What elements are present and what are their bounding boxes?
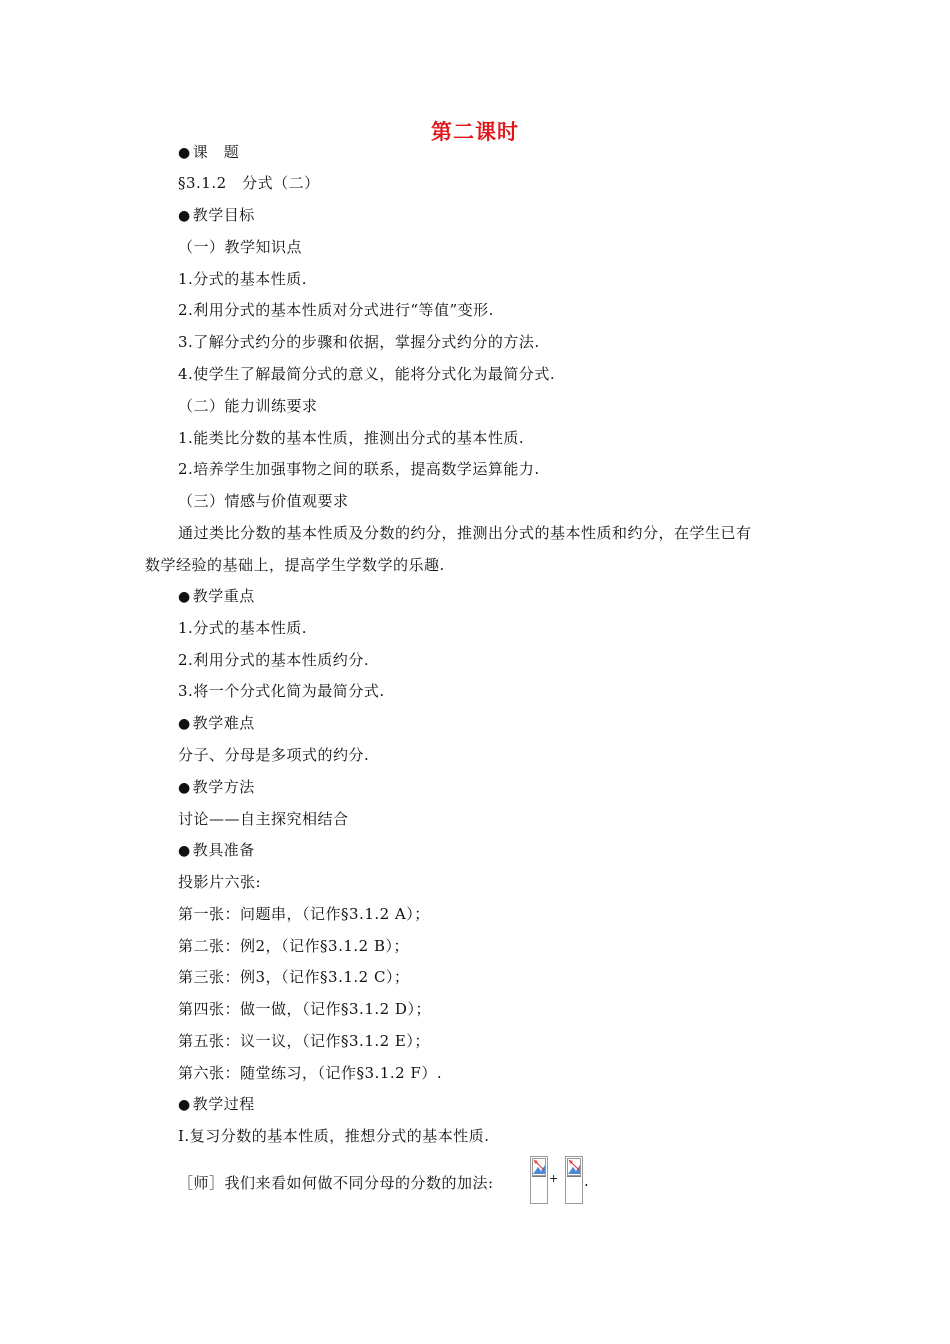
heading-tools: ● 教具准备 [178,840,255,861]
tools-item-4: 第四张：做一做，（记作§3.1.2 D）； [178,1000,431,1018]
broken-image-icon [532,1158,546,1176]
subheading-knowledge: （一）教学知识点 [178,238,303,256]
period-mark: . [584,1172,589,1190]
key-item-3: 3.将一个分式化简为最简分式. [178,682,385,700]
knowledge-item-1: 1.分式的基本性质. [178,270,308,288]
heading-process: ● 教学过程 [178,1094,255,1115]
key-item-1: 1.分式的基本性质. [178,619,308,637]
fraction-numerator-placeholder [532,1158,546,1177]
tools-item-2: 第二张：例2，（记作§3.1.2 B）； [178,937,410,955]
broken-image-icon [567,1158,581,1176]
heading-topic: ● 课 题 [178,142,239,163]
tools-intro: 投影片六张: [178,873,262,891]
ability-item-2: 2.培养学生加强事物之间的联系，提高数学运算能力. [178,460,540,478]
knowledge-item-3: 3.了解分式约分的步骤和依据，掌握分式约分的方法. [178,333,540,351]
method-item-1: 讨论——自主探究相结合 [178,810,349,828]
tools-item-5: 第五张：议一议，（记作§3.1.2 E）； [178,1032,430,1050]
fraction-numerator-placeholder [567,1158,581,1177]
fraction-image-1 [530,1156,548,1204]
emotion-text-line-1: 通过类比分数的基本性质及分数的约分，推测出分式的基本性质和约分，在学生已有 [178,524,752,542]
topic-text: §3.1.2 分式（二） [178,174,320,192]
key-item-2: 2.利用分式的基本性质约分. [178,651,370,669]
heading-key-points: ● 教学重点 [178,586,255,607]
subheading-ability: （二）能力训练要求 [178,397,318,415]
process-item-1: Ⅰ.复习分数的基本性质，推想分式的基本性质. [178,1127,490,1145]
difficulty-item-1: 分子、分母是多项式的约分. [178,746,370,764]
fraction-image-2 [565,1156,583,1204]
heading-method: ● 教学方法 [178,777,255,798]
tools-item-6: 第六张：随堂练习，（记作§3.1.2 F）. [178,1064,443,1082]
subheading-emotion: （三）情感与价值观要求 [178,492,349,510]
plus-sign: + [549,1172,559,1185]
tools-item-1: 第一张：问题串，（记作§3.1.2 A）； [178,905,430,923]
lesson-title: 第二课时 [431,120,519,144]
heading-difficulty: ● 教学难点 [178,713,255,734]
tools-item-3: 第三张：例3，（记作§3.1.2 C）； [178,968,410,986]
heading-goals: ● 教学目标 [178,205,255,226]
ability-item-1: 1.能类比分数的基本性质，推测出分式的基本性质. [178,429,525,447]
process-item-2: ［师］我们来看如何做不同分母的分数的加法: [178,1174,494,1192]
knowledge-item-2: 2.利用分式的基本性质对分式进行“等值”变形. [178,301,494,319]
emotion-text-line-2: 数学经验的基础上，提高学生学数学的乐趣. [145,556,445,574]
knowledge-item-4: 4.使学生了解最简分式的意义，能将分式化为最简分式. [178,365,556,383]
